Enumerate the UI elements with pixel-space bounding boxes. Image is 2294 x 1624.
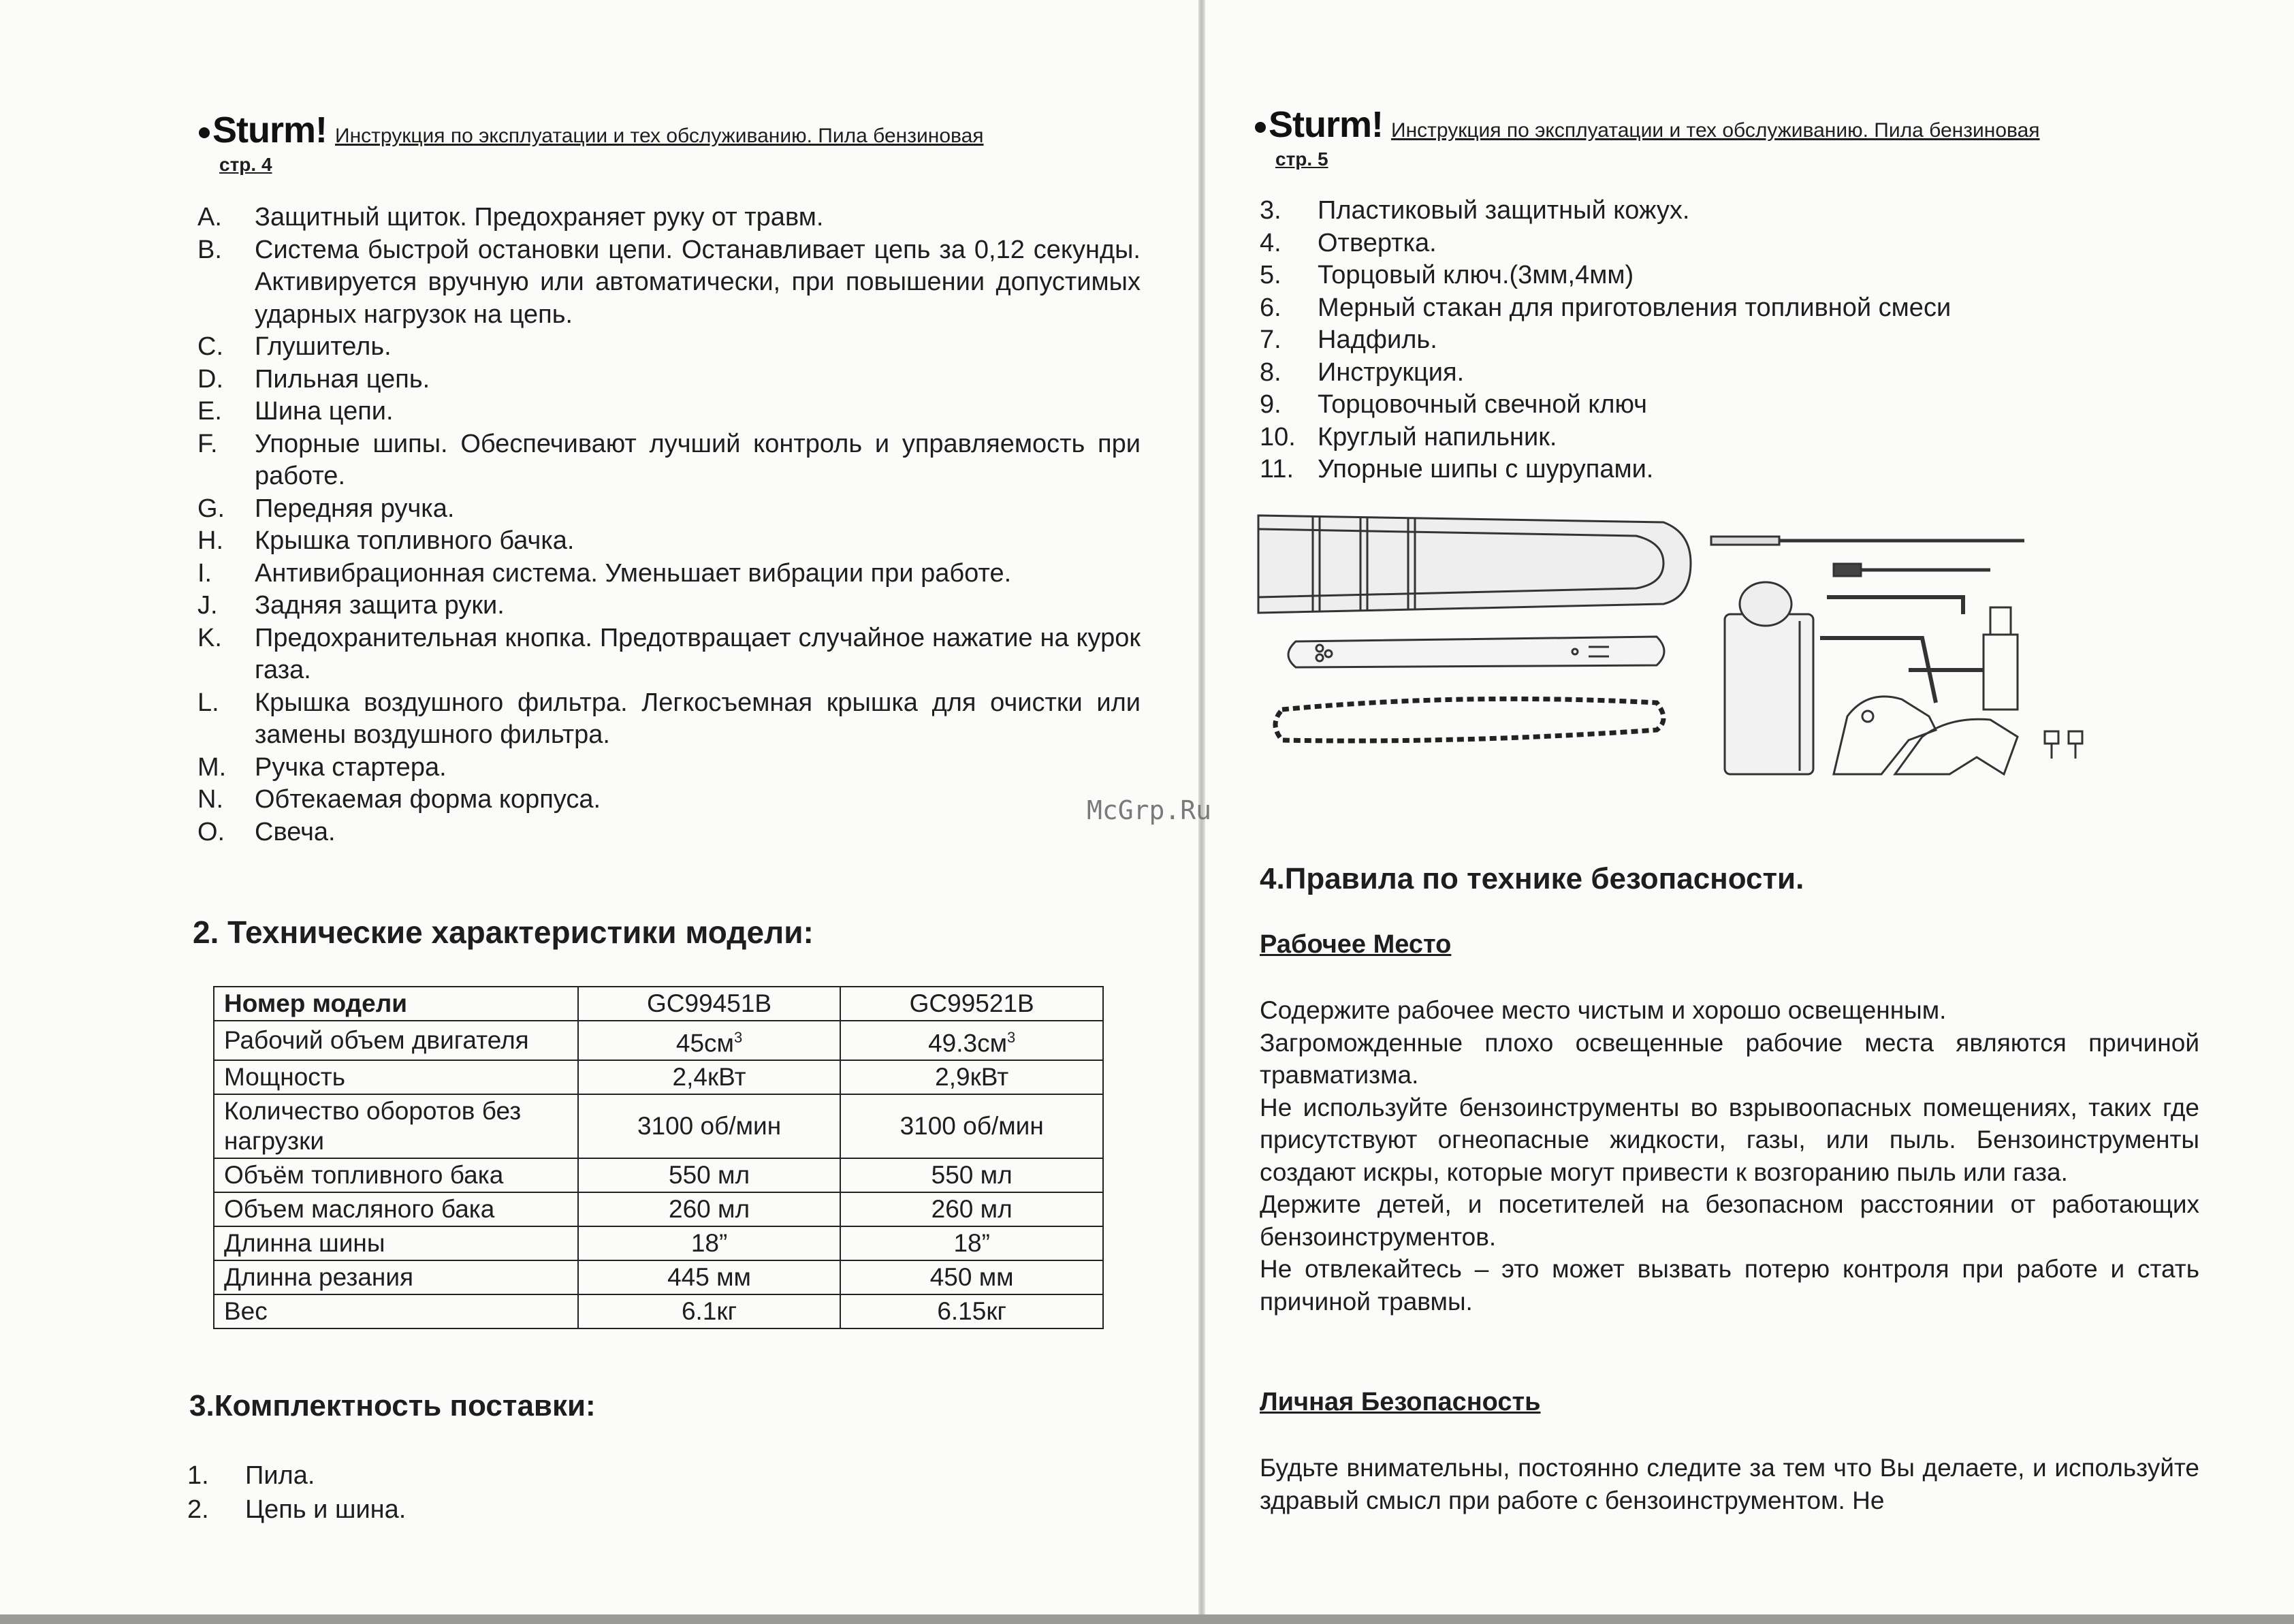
list-item: B. Система быстрой остановки цепи. Останавливает цепь за 0,12 секунды. Активируется вручную или автоматически, при повышении допустимых ударных нагрузок на цепь. bbox=[197, 235, 1141, 329]
list-item: J. Задняя защита руки. bbox=[197, 591, 505, 620]
table-cell: 550 мл bbox=[578, 1158, 841, 1192]
paragraph: Не отвлекайтесь – это может вызвать потерю контроля при работе и стать причиной травмы. bbox=[1260, 1255, 2199, 1316]
guide-bar-illustration bbox=[1288, 637, 1664, 667]
hex-key-illustration bbox=[1820, 597, 1963, 703]
table-cell: 6.1кг bbox=[578, 1294, 841, 1328]
list-item: A. Защитный щиток. Предохраняет руку от травм. bbox=[197, 203, 824, 232]
list-item: 10. Круглый напильник. bbox=[1260, 422, 1557, 451]
table-cell: 2,4кВт bbox=[578, 1060, 841, 1094]
table-row bbox=[214, 1192, 1103, 1226]
spec-table bbox=[213, 986, 1104, 1329]
fuel-bottle-illustration bbox=[1725, 582, 1813, 774]
list-item: 4. Отвертка. bbox=[1260, 228, 1437, 257]
table-cell: Объём топливного бака bbox=[214, 1158, 578, 1192]
file-tool-illustration bbox=[1711, 537, 2024, 545]
table-cell: $49.3см^3$ bbox=[840, 1021, 1103, 1060]
screwdriver-illustration bbox=[1834, 564, 1990, 576]
workplace-text bbox=[1260, 994, 2199, 1318]
kit-illustration bbox=[1255, 512, 2092, 779]
header-title: Инструкция по эксплуатации и тех обслуживанию. Пила бензиновая bbox=[1391, 119, 2040, 142]
saw-chain-illustration bbox=[1275, 699, 1663, 741]
table-cell: Длинна резания bbox=[214, 1260, 578, 1294]
list-item: 2. Цепь и шина. bbox=[187, 1495, 407, 1524]
bumper-spikes-illustration bbox=[1834, 697, 2082, 774]
left-header bbox=[199, 109, 984, 176]
table-cell: 6.15кг bbox=[840, 1294, 1103, 1328]
list-item: 9. Торцовочный свечной ключ bbox=[1260, 390, 1647, 419]
table-cell: 18” bbox=[578, 1226, 841, 1260]
personal-safety-title: Личная Безопасность bbox=[1260, 1388, 1541, 1416]
table-cell: 445 мм bbox=[578, 1260, 841, 1294]
table-cell: 3100 об/мин bbox=[840, 1094, 1103, 1158]
paragraph: Будьте внимательны, постоянно следите за тем что Вы делаете, и используйте здравый смысл при работе с бензоинструментом. Не bbox=[1260, 1454, 2199, 1514]
table-row bbox=[214, 1021, 1103, 1060]
table-row bbox=[214, 1094, 1103, 1158]
paragraph: Загроможденные плохо освещенные рабочие места являются причиной травматизма. bbox=[1260, 1028, 2199, 1089]
list-item: 3. Пластиковый защитный кожух. bbox=[1260, 196, 1690, 225]
page-number: стр. 5 bbox=[1275, 148, 1328, 170]
scan-bottom-edge bbox=[0, 1614, 2294, 1624]
section-4-title: 4.Правила по технике безопасности. bbox=[1260, 862, 1804, 895]
list-item: M. Ручка стартера. bbox=[197, 752, 447, 782]
table-cell: Вес bbox=[214, 1294, 578, 1328]
table-row bbox=[214, 1260, 1103, 1294]
table-header: GC99451B bbox=[578, 987, 841, 1021]
list-item: C. Глушитель. bbox=[197, 332, 392, 361]
list-item: D. Пильная цепь. bbox=[197, 364, 430, 394]
list-item: L. Крышка воздушного фильтра. Легкосъемная крышка для очистки или замены воздушного фильтра. bbox=[197, 688, 1141, 749]
list-item: E. Шина цепи. bbox=[197, 397, 394, 426]
table-cell: $45см^3$ bbox=[578, 1021, 841, 1060]
list-item: 5. Торцовый ключ.(3мм,4мм) bbox=[1260, 261, 1634, 289]
table-header-row bbox=[214, 987, 1103, 1021]
table-row bbox=[214, 1060, 1103, 1094]
list-item: O. Свеча. bbox=[197, 817, 336, 846]
right-header bbox=[1255, 104, 2040, 170]
list-item: H. Крышка топливного бачка. bbox=[197, 526, 575, 555]
paragraph: Держите детей, и посетителей на безопасном расстоянии от работающих бензоинструментов. bbox=[1260, 1190, 2199, 1251]
table-cell: 260 мл bbox=[840, 1192, 1103, 1226]
watermark: McGrp.Ru bbox=[1087, 795, 1212, 825]
list-item: K. Предохранительная кнопка. Предотвращает случайное нажатие на курок газа. bbox=[197, 623, 1141, 684]
kit-list-left bbox=[187, 1460, 406, 1526]
table-cell: 450 мм bbox=[840, 1260, 1103, 1294]
list-item: F. Упорные шипы. Обеспечивают лучший контроль и управляемость при работе. bbox=[197, 429, 1141, 490]
personal-safety-text bbox=[1260, 1452, 2199, 1516]
page-number: стр. 4 bbox=[219, 154, 272, 175]
sturm-logo: Sturm! bbox=[199, 109, 327, 151]
workplace-title: Рабочее Место bbox=[1260, 930, 1452, 959]
table-cell: 260 мл bbox=[578, 1192, 841, 1226]
kit-list-right bbox=[1260, 195, 1951, 486]
list-item: 7. Надфиль. bbox=[1260, 325, 1437, 354]
section-3-title: 3.Комплектность поставки: bbox=[189, 1389, 596, 1422]
table-cell: Длинна шины bbox=[214, 1226, 578, 1260]
table-cell: 2,9кВт bbox=[840, 1060, 1103, 1094]
table-row bbox=[214, 1226, 1103, 1260]
list-item: G. Передняя ручка. bbox=[197, 494, 455, 523]
table-header: Номер модели bbox=[214, 987, 578, 1021]
list-item: 1. Пила. bbox=[187, 1461, 315, 1490]
table-cell: Мощность bbox=[214, 1060, 578, 1094]
list-item: I. Антивибрационная система. Уменьшает вибрации при работе. bbox=[197, 558, 1012, 588]
table-cell: Объем масляного бака bbox=[214, 1192, 578, 1226]
list-item: N. Обтекаемая форма корпуса. bbox=[197, 785, 601, 814]
table-cell: 3100 об/мин bbox=[578, 1094, 841, 1158]
header-title: Инструкция по эксплуатации и тех обслуживанию. Пила бензиновая bbox=[335, 125, 984, 147]
paragraph: Содержите рабочее место чистым и хорошо освещенным. bbox=[1260, 996, 1947, 1024]
list-item: 11. Упорные шипы с шурупами. bbox=[1260, 455, 1654, 483]
table-cell: 550 мл bbox=[840, 1158, 1103, 1192]
table-header: GC99521B bbox=[840, 987, 1103, 1021]
list-item: 6. Мерный стакан для приготовления топливной смеси bbox=[1260, 293, 1952, 322]
feature-list bbox=[197, 202, 1141, 848]
sturm-logo: Sturm! bbox=[1255, 104, 1383, 146]
table-cell: Рабочий объем двигателя bbox=[214, 1021, 578, 1060]
table-row bbox=[214, 1158, 1103, 1192]
table-row bbox=[214, 1294, 1103, 1328]
section-2-title: 2. Технические характеристики модели: bbox=[193, 914, 814, 950]
list-item: 8. Инструкция. bbox=[1260, 357, 1465, 387]
table-cell: Количество оборотов без нагрузки bbox=[214, 1094, 578, 1158]
paragraph: Не используйте бензоинструменты во взрывоопасных помещениях, таких где присутствуют огнеопасные жидкости, газы, или пыль. Бензоинструменты создают искры, которые могут привести к возгоранию пыль или газа. bbox=[1260, 1093, 2199, 1186]
bar-cover-illustration bbox=[1258, 515, 1691, 613]
table-cell: 18” bbox=[840, 1226, 1103, 1260]
